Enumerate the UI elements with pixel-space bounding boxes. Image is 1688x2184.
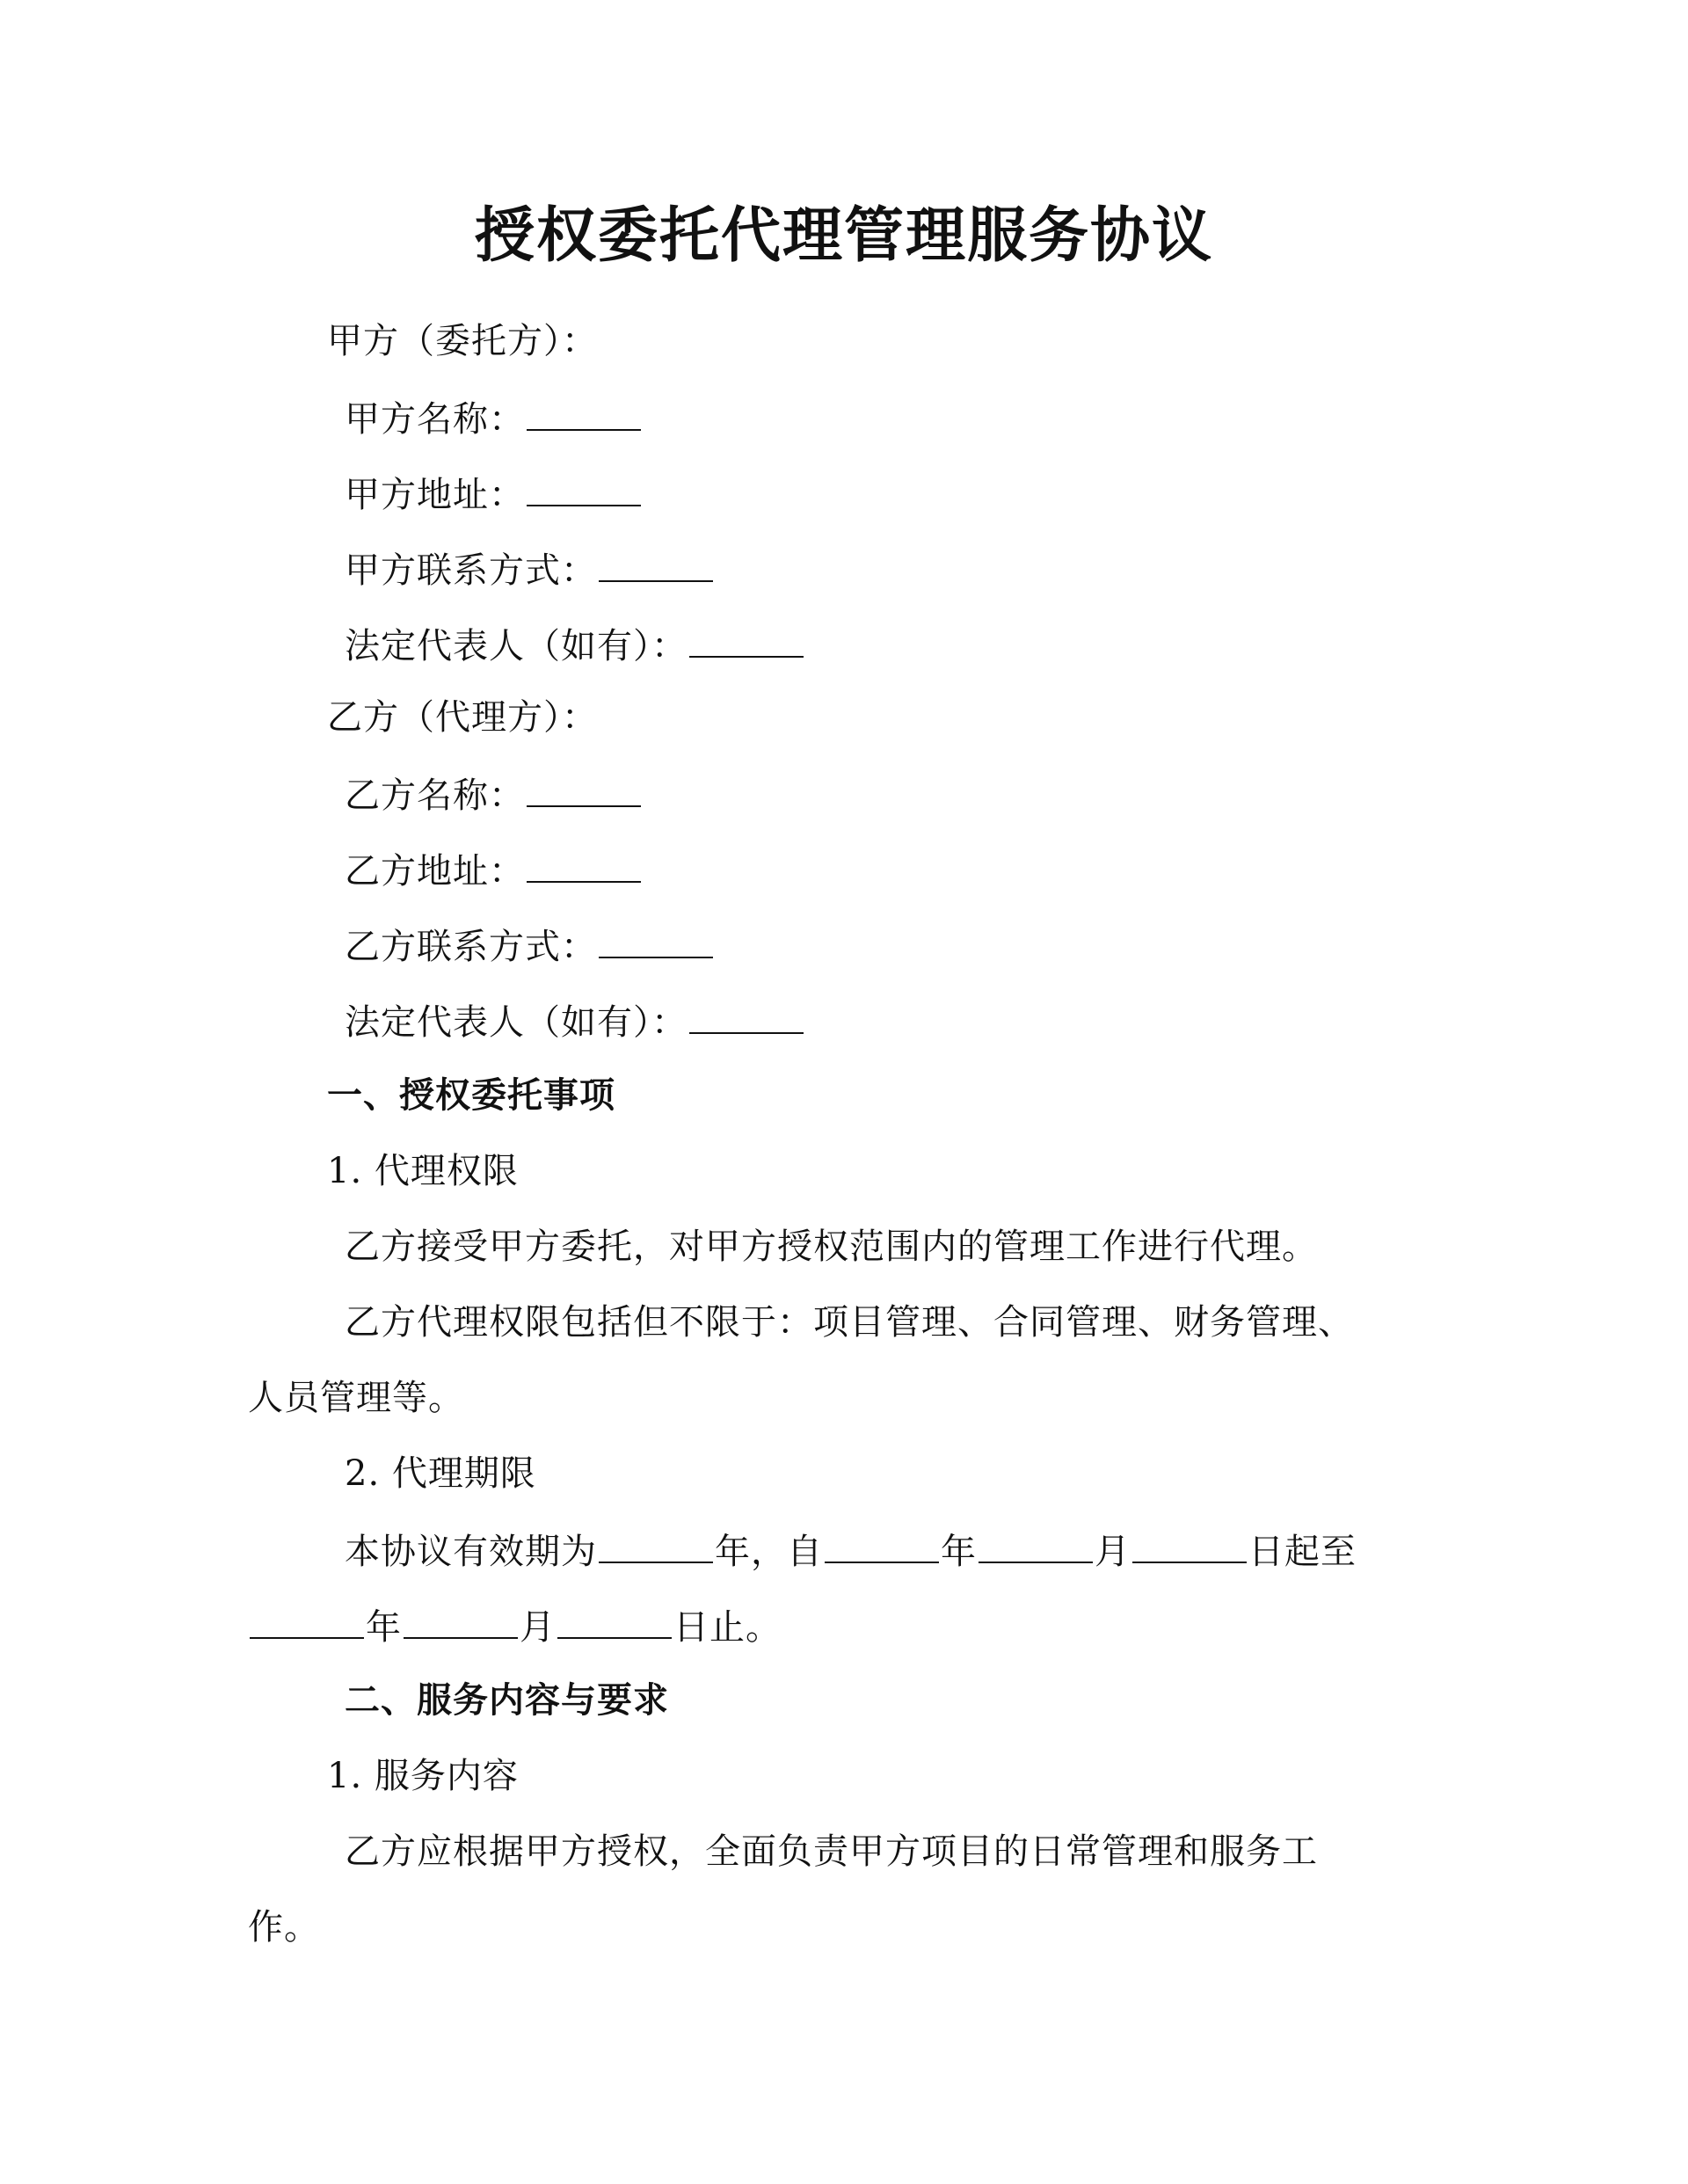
party-a-legal-rep-row (345, 617, 805, 673)
end-month-blank[interactable] (404, 1598, 518, 1639)
party-a-contact-label: 甲方联系方式： (345, 550, 597, 591)
section1-item1-paragraph1: 乙方接受甲方委托，对甲方授权范围内的管理工作进行代理。 (345, 1227, 1318, 1267)
party-b-name-row (345, 767, 643, 822)
party-a-contact-blank[interactable] (599, 542, 713, 582)
party-b-contact-row (345, 918, 715, 973)
term-years-blank[interactable] (599, 1523, 713, 1563)
party-a-name-row (345, 390, 643, 446)
term-text-8: 日止。 (673, 1607, 782, 1648)
end-day-blank[interactable] (557, 1598, 672, 1639)
party-b-contact-blank[interactable] (599, 918, 713, 958)
party-b-address-blank[interactable] (527, 842, 641, 883)
party-b-legal-rep-label: 法定代表人（如有）： (345, 1002, 688, 1043)
section2-heading: 二、服务内容与要求 (345, 1679, 669, 1721)
term-text-4: 月 (1095, 1532, 1131, 1572)
term-text-3: 年 (941, 1532, 977, 1572)
party-b-address-row (345, 842, 643, 898)
party-a-name-blank[interactable] (527, 390, 641, 431)
term-text-2: 年，自 (715, 1532, 823, 1572)
term-text-1: 本协议有效期为 (345, 1532, 597, 1572)
section1-item1-paragraph2-line2: 人员管理等。 (248, 1378, 464, 1418)
section2-item1-paragraph1-line1: 乙方应根据甲方授权，全面负责甲方项目的日常管理和服务工 (345, 1831, 1318, 1872)
section1-item2-title: 2. 代理期限 (345, 1453, 536, 1494)
start-day-blank[interactable] (1132, 1523, 1247, 1563)
party-b-name-label: 乙方名称： (345, 775, 525, 816)
party-b-heading: 乙方（代理方）： (327, 697, 598, 738)
party-a-address-blank[interactable] (527, 466, 641, 506)
party-a-legal-rep-label: 法定代表人（如有）： (345, 626, 688, 666)
term-text-5: 日起至 (1248, 1532, 1357, 1572)
section1-item1-paragraph2-line1: 乙方代理权限包括但不限于：项目管理、合同管理、财务管理、 (345, 1302, 1354, 1343)
party-a-contact-row (345, 542, 715, 597)
party-b-legal-rep-blank[interactable] (689, 994, 804, 1034)
term-text-7: 月 (520, 1607, 556, 1648)
document-title: 授权委托代理管理服务协议 (474, 200, 1213, 271)
section1-heading: 一、授权委托事项 (327, 1074, 615, 1116)
section2-item1-title: 1. 服务内容 (327, 1756, 519, 1796)
party-b-contact-label: 乙方联系方式： (345, 927, 597, 967)
party-a-address-label: 甲方地址： (345, 475, 525, 515)
party-b-name-blank[interactable] (527, 767, 641, 807)
party-a-address-row (345, 466, 643, 521)
section1-item1-title: 1. 代理权限 (327, 1151, 519, 1191)
party-a-name-label: 甲方名称： (345, 399, 525, 440)
term-line2 (248, 1598, 782, 1654)
party-b-address-label: 乙方地址： (345, 851, 525, 892)
party-a-heading: 甲方（委托方）： (327, 321, 598, 361)
end-year-blank[interactable] (250, 1598, 364, 1639)
term-line1 (345, 1523, 1357, 1578)
start-month-blank[interactable] (979, 1523, 1093, 1563)
party-b-legal-rep-row (345, 994, 805, 1049)
start-year-blank[interactable] (825, 1523, 939, 1563)
term-text-6: 年 (366, 1607, 402, 1648)
section2-item1-paragraph1-line2: 作。 (248, 1907, 320, 1947)
party-a-legal-rep-blank[interactable] (689, 617, 804, 658)
